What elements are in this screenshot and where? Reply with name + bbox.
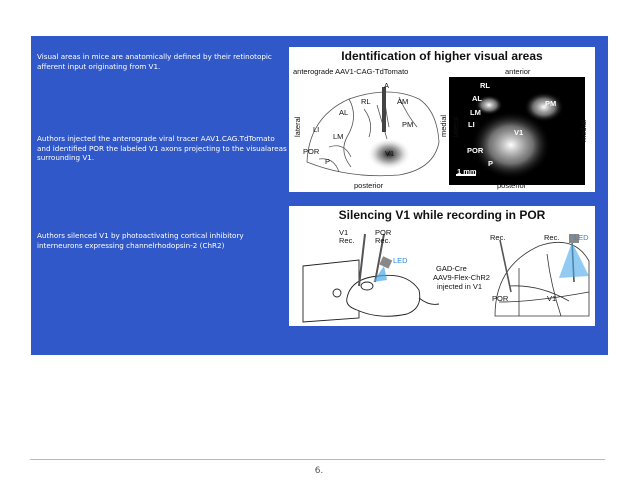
area-lm-left: LM	[333, 132, 344, 141]
injection-line-2: AAV9-Flex-ChR2	[433, 273, 490, 282]
injection-pipette-left	[382, 87, 386, 132]
right-caption: anterior	[505, 67, 531, 76]
led-label-right: LED	[574, 233, 589, 242]
area-li-right: LI	[468, 120, 475, 129]
injection-line-1: GAD-Cre	[436, 264, 467, 273]
screen-stimulus	[333, 289, 341, 297]
lateral-right: lateral	[451, 116, 460, 137]
mouse-body	[347, 275, 420, 316]
area-p-left: P	[325, 157, 331, 166]
area-v1-left: V1	[385, 149, 395, 158]
medial-right: medial	[579, 119, 588, 142]
rec-label-right: Rec.	[544, 233, 560, 242]
led-device-left	[379, 256, 392, 268]
area-am-left: AM	[397, 97, 409, 106]
area-por-left: POR	[303, 147, 320, 156]
rec-label-left: Rec.	[490, 233, 506, 242]
area-pm-right: PM	[545, 99, 557, 108]
por-label: POR	[492, 294, 509, 303]
area-p-right: P	[488, 159, 494, 168]
left-caption: anterograde AAV1-CAG-TdTomato	[293, 67, 409, 76]
page-number: 6.	[314, 466, 324, 476]
led-label-left: LED	[393, 256, 408, 265]
area-al-right: AL	[472, 94, 482, 103]
area-rl-left: RL	[361, 97, 371, 106]
injection-line-3: injected in V1	[437, 282, 483, 291]
figure-silencing-v1	[289, 206, 595, 326]
por-rec-label: POR Rec.	[375, 228, 392, 245]
v1-electrode	[359, 234, 365, 286]
v1-rec-label: V1 Rec.	[339, 228, 355, 245]
area-lm-right: LM	[470, 108, 481, 117]
scale-label: 1 mm	[457, 167, 477, 176]
note-tracer: Authors injected the anterograde viral tracer AAV1.CAG.TdTomato and identified POR the labeled V1 axons projecting to the visualareas surrounding V1.	[37, 134, 287, 163]
slide-panel	[31, 36, 608, 355]
area-a-left: A	[384, 81, 390, 90]
area-pm-left: PM	[402, 120, 414, 129]
area-li-left: LI	[313, 125, 320, 134]
figure-higher-visual-areas	[289, 47, 595, 192]
medial-left: medial	[439, 114, 448, 137]
area-por-right: POR	[467, 146, 484, 155]
figure2-title: Silencing V1 while recording in POR	[338, 208, 546, 222]
footer-divider	[30, 459, 605, 460]
rec-electrode-por	[500, 240, 511, 292]
area-al-left: AL	[339, 108, 349, 117]
area-rl-right: RL	[480, 81, 490, 90]
v1-label: V1	[547, 294, 557, 303]
note-retinotopic: Visual areas in mice are anatomically defined by their retinotopic afferent input originating from V1.	[37, 52, 272, 71]
lateral-left: lateral	[293, 116, 302, 137]
area-v1-right: V1	[514, 128, 524, 137]
note-silencing: Authors silenced V1 by photoactivating cortical inhibitory interneurons expressing channelrhodopsin-2 (ChR2)	[37, 231, 244, 250]
posterior-left: posterior	[354, 181, 384, 190]
posterior-right: posterior	[497, 181, 527, 190]
figure1-title: Identification of higher visual areas	[341, 49, 543, 63]
